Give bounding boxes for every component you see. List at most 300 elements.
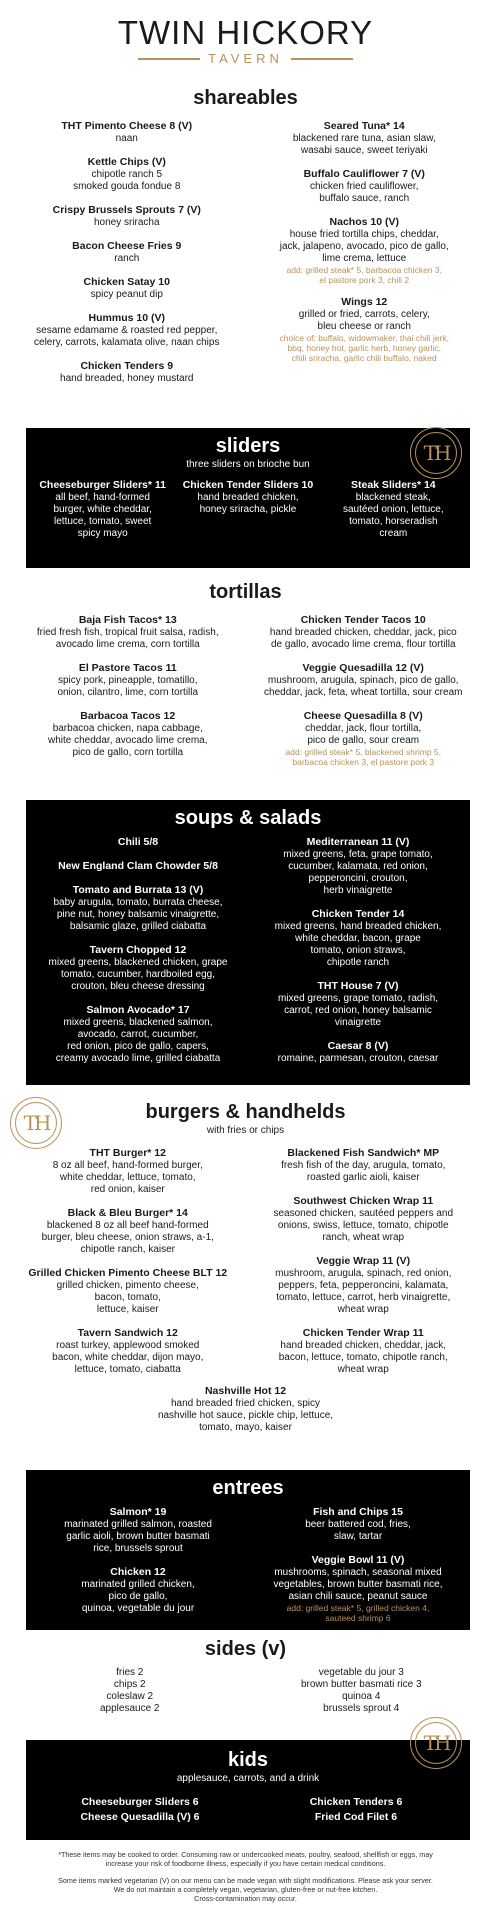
item-description — [252, 1053, 464, 1065]
item-description-line: tomato, onion straws, — [310, 945, 406, 956]
menu-item — [14, 204, 240, 229]
item-description-line: rice, brussels sprout — [93, 1543, 183, 1554]
menu-item — [32, 1506, 244, 1555]
item-description-line: marinated grilled salmon, roasted — [64, 1519, 212, 1530]
menu-item — [14, 120, 240, 145]
kids-section — [26, 1740, 470, 1840]
item-name: Chicken Tender Sliders 10 — [182, 479, 314, 491]
item-description — [32, 897, 244, 933]
item-name: Mediterranean 11 (V) — [306, 836, 410, 848]
side-item: brussels sprout 4 — [323, 1703, 400, 1714]
item-name: Caesar 8 (V) — [327, 1040, 389, 1052]
item-description-line: 8 oz all beef, hand-formed burger, — [52, 1160, 203, 1171]
item-description-line: chicken fried cauliflower, — [310, 181, 419, 192]
footnote-line: Some items marked vegetarian (V) on our menu can be made vegan with slight modifications. Please ask your server. — [58, 1876, 433, 1885]
menu-item — [32, 884, 244, 933]
item-description-line: wheat wrap — [337, 1304, 389, 1315]
menu-item — [250, 710, 478, 767]
item-name: Barbacoa Tacos 12 — [80, 710, 176, 722]
item-name: Chicken Satay 10 — [83, 276, 170, 288]
item-description — [14, 1160, 242, 1196]
section-title: tortillas — [209, 581, 282, 603]
item-description — [14, 325, 240, 349]
item-name: Chicken Tender Tacos 10 — [300, 614, 426, 626]
item-description-line: mixed greens, feta, grape tomato, — [283, 849, 433, 860]
item-description-line: quinoa, vegetable du jour — [81, 1603, 195, 1614]
burgers-left-column — [14, 1147, 246, 1387]
item-description — [0, 1398, 491, 1434]
brand-header — [0, 0, 491, 78]
item-name: Baja Fish Tacos* 13 — [78, 614, 177, 626]
item-description-line: chipotle ranch, kaiser — [80, 1244, 175, 1255]
shareables-section — [0, 78, 491, 423]
item-description-line: hand breaded chicken, — [197, 492, 299, 503]
menu-item — [14, 1147, 242, 1196]
item-description — [250, 1208, 478, 1244]
item-description-line: pico de gallo, — [108, 1591, 168, 1602]
item-description-line: mixed greens, hand breaded chicken, — [274, 921, 442, 932]
item-name: Tavern Sandwich 12 — [77, 1327, 178, 1339]
item-description-line: wasabi sauce, sweet teriyaki — [300, 145, 428, 156]
menu-item — [252, 1506, 464, 1543]
item-description — [252, 993, 464, 1029]
item-name: Steak Sliders* 14 — [351, 479, 436, 491]
item-description — [250, 1268, 478, 1316]
menu-item — [250, 1147, 478, 1184]
item-description-line: mushroom, arugula, spinach, red onion, — [275, 1268, 452, 1279]
item-description — [250, 723, 478, 747]
item-description-line: tomato, mayo, kaiser — [199, 1422, 292, 1433]
item-name: Wings 12 — [341, 296, 388, 308]
item-description-line: lime crema, lettuce — [322, 253, 407, 264]
item-description — [252, 921, 464, 969]
item-description — [14, 217, 240, 229]
item-name: Southwest Chicken Wrap 11 — [293, 1195, 434, 1207]
item-description-line: chipotle ranch — [326, 957, 390, 968]
soups-salads-section — [26, 800, 470, 1085]
item-addon-line: add: grilled steak* 5, barbacoa chicken 3, — [286, 265, 442, 275]
item-description-line: blackened rare tuna, asian slaw, — [292, 133, 436, 144]
item-description-line: lettuce, tomato, ciabatta — [74, 1364, 181, 1375]
item-description — [14, 1220, 242, 1256]
menu-item — [250, 1195, 478, 1244]
item-name: Grilled Chicken Pimento Cheese BLT 12 — [28, 1267, 228, 1279]
item-description-line: pico de gallo, corn tortilla — [72, 747, 184, 758]
logo-letters: TH — [23, 1111, 49, 1135]
footnote-line: *These items may be cooked to order. Consuming raw or undercooked meats, poultry, seafood, shellfish or eggs, may — [58, 1850, 433, 1859]
menu-item — [14, 614, 242, 651]
item-description-line: fresh fish of the day, arugula, tomato, — [281, 1160, 446, 1171]
item-description-line: mixed greens, blackened chicken, grape — [48, 957, 228, 968]
kids-right-column — [248, 1795, 464, 1825]
item-addon-line: bbq, honey hot, garlic herb, honey garlic, — [287, 343, 442, 353]
item-description-line: sesame edamame & roasted red pepper, — [36, 325, 218, 336]
item-name: Fish and Chips 15 — [313, 1506, 403, 1518]
footnote-line: We do not maintain a completely vegan, vegetarian, gluten-free or nut-free kitchen. — [113, 1885, 378, 1894]
item-addon — [250, 747, 478, 767]
item-name: El Pastore Tacos 11 — [78, 662, 177, 674]
item-description-line: white cheddar, lettuce, tomato, — [59, 1172, 196, 1183]
side-item: vegetable du jour 3 — [318, 1667, 404, 1678]
soups-left-column — [32, 836, 248, 1076]
item-description-line: lettuce, tomato, sweet — [54, 516, 152, 527]
item-description — [14, 1280, 242, 1316]
item-description — [32, 957, 244, 993]
item-name: Veggie Quesadilla 12 (V) — [302, 662, 424, 674]
item-description-line: avocado lime crema, corn tortilla — [55, 639, 200, 650]
shareables-right-column — [246, 120, 478, 396]
section-subtitle: applesauce, carrots, and a drink — [176, 1773, 320, 1784]
item-description-line: roast turkey, applewood smoked — [56, 1340, 200, 1351]
vegan-note — [0, 1876, 491, 1903]
item-description-line: pico de gallo, sour cream — [307, 735, 420, 746]
tortillas-right-column — [246, 614, 478, 778]
item-description-line: cheddar, jack, feta, wheat tortilla, sour cream — [264, 687, 463, 698]
section-title: entrees — [212, 1477, 284, 1499]
item-description-line: herb vinaigrette — [323, 885, 393, 896]
section-subtitle: with fries or chips — [206, 1125, 285, 1136]
brand-subtitle: TAVERN — [208, 51, 283, 66]
item-description-line: wheat wrap — [337, 1364, 389, 1375]
item-addon-line: chili sriracha, garlic chili buffalo, naked — [291, 353, 437, 363]
item-addon-line: add: grilled steak* 5, blackened shrimp 5, — [285, 747, 441, 757]
item-description — [252, 849, 464, 897]
menu-item — [250, 662, 478, 699]
item-description — [14, 169, 240, 193]
menu-item — [32, 860, 244, 873]
item-description-line: celery, carrots, kalamata olive, naan chips — [34, 337, 220, 348]
item-name: THT Burger* 12 — [89, 1147, 166, 1159]
item-description-line: smoked gouda fondue 8 — [73, 181, 181, 192]
sliders-items — [26, 479, 470, 551]
item-description-line: vinaigrette — [334, 1017, 382, 1028]
shareables-left-column — [14, 120, 246, 396]
item-description-line: pepperoncini, crouton, — [308, 873, 408, 884]
menu-item — [252, 216, 478, 285]
item-description — [14, 373, 240, 385]
section-title: shareables — [193, 87, 298, 109]
item-name: Salmon* 19 — [109, 1506, 167, 1518]
item-name: Nashville Hot 12 — [204, 1385, 287, 1397]
item-description-line: lettuce, kaiser — [96, 1304, 159, 1315]
item-description-line: spicy peanut dip — [90, 289, 163, 300]
menu-item — [14, 312, 240, 349]
item-description-line: cream — [379, 528, 408, 539]
menu-item — [252, 980, 464, 1029]
entrees-left-column — [32, 1506, 248, 1634]
item-description-line: buffalo sauce, ranch — [319, 193, 410, 204]
item-description-line: chipotle ranch 5 — [91, 169, 163, 180]
item-name: Blackened Fish Sandwich* MP — [287, 1147, 440, 1159]
menu-item — [175, 479, 320, 540]
item-description-line: burger, bleu cheese, onion straws, a-1, — [41, 1232, 214, 1243]
item-addon-line: sauteed shrimp 6 — [325, 1613, 391, 1623]
item-description — [32, 1017, 244, 1065]
item-description-line: blackened 8 oz all beef hand-formed — [46, 1220, 209, 1231]
menu-item — [14, 1207, 242, 1256]
item-description-line: tomato, cucumber, hardboiled egg, — [61, 969, 215, 980]
item-description — [14, 675, 242, 699]
menu-item — [250, 1255, 478, 1316]
burgers-section — [0, 1100, 491, 1460]
item-description — [14, 1340, 242, 1376]
item-name: Chili 5/8 — [117, 836, 159, 848]
item-addon — [252, 333, 478, 363]
item-name: Veggie Bowl 11 (V) — [311, 1554, 405, 1566]
item-name: Veggie Wrap 11 (V) — [316, 1255, 411, 1267]
brand-subtitle-row — [0, 52, 491, 66]
kids-menu-item: Fried Cod Filet 6 — [314, 1811, 398, 1823]
section-title: soups & salads — [174, 807, 322, 829]
item-description — [252, 1519, 464, 1543]
logo-letters: TH — [423, 441, 449, 465]
item-description — [252, 1567, 464, 1603]
entrees-section — [26, 1470, 470, 1630]
item-description — [324, 492, 463, 540]
menu-item — [14, 360, 240, 385]
kids-menu-item: Chicken Tenders 6 — [309, 1796, 403, 1808]
item-name: Bacon Cheese Fries 9 — [72, 240, 182, 252]
item-description-line: hand breaded fried chicken, spicy — [171, 1398, 320, 1409]
item-description — [14, 133, 240, 145]
item-addon-line: el pastore pork 3, chili 2 — [319, 275, 410, 285]
item-description-line: beer battered cod, fries, — [305, 1519, 411, 1530]
item-description-line: honey sriracha, pickle — [199, 504, 297, 515]
tavern-logo — [410, 427, 462, 479]
item-name: Cheeseburger Sliders* 11 — [39, 479, 166, 491]
item-description-line: mixed greens, grape tomato, radish, — [277, 993, 439, 1004]
item-description-line: romaine, parmesan, crouton, caesar — [277, 1053, 439, 1064]
side-item: quinoa 4 — [342, 1691, 381, 1702]
menu-item — [32, 836, 244, 849]
item-description-line: creamy avocado lime, grilled ciabatta — [55, 1053, 221, 1064]
menu-item — [0, 1385, 491, 1434]
item-description-line: cucumber, kalamata, red onion, — [288, 861, 428, 872]
soups-right-column — [248, 836, 464, 1076]
item-description-line: red onion, pico de gallo, capers, — [67, 1041, 209, 1052]
item-description-line: onions, swiss, lettuce, tomato, chipotle — [277, 1220, 449, 1231]
item-description — [252, 309, 478, 333]
sides-left-column — [14, 1667, 246, 1715]
item-name: Chicken Tender Wrap 11 — [302, 1327, 424, 1339]
section-title: sliders — [215, 435, 281, 457]
item-name: New England Clam Chowder 5/8 — [58, 860, 218, 872]
item-name: Crispy Brussels Sprouts 7 (V) — [52, 204, 201, 216]
item-description-line: tomato, lettuce, carrot, herb vinaigrette, — [276, 1292, 451, 1303]
section-title: sides (v) — [204, 1638, 287, 1660]
item-description — [14, 253, 240, 265]
kids-left-column — [32, 1795, 248, 1825]
menu-item — [30, 479, 175, 540]
menu-item — [250, 1327, 478, 1376]
burgers-right-column — [246, 1147, 478, 1387]
item-description-line: ranch — [114, 253, 140, 264]
item-description-line: onion, cilantro, lime, corn tortilla — [57, 687, 199, 698]
item-description-line: seasoned chicken, sautéed peppers and — [273, 1208, 454, 1219]
item-description-line: balsamic glaze, grilled ciabatta — [69, 921, 207, 932]
item-name: Hummus 10 (V) — [88, 312, 165, 324]
item-addon-line: choice of: buffalo, widowmaker, thai chili jerk, — [279, 333, 449, 343]
footnote-line: increase your risk of foodborne illness, especially if you have certain medical conditions. — [105, 1859, 386, 1868]
item-description-line: all beef, hand-formed — [55, 492, 150, 503]
menu-item — [250, 614, 478, 651]
item-name: Tavern Chopped 12 — [89, 944, 187, 956]
brand-divider-right — [291, 58, 353, 60]
item-name: Salmon Avocado* 17 — [86, 1004, 190, 1016]
kids-menu-item: Cheese Quesadilla (V) 6 — [80, 1811, 200, 1823]
tavern-logo — [410, 1717, 462, 1769]
menu-item — [14, 156, 240, 193]
item-name: THT House 7 (V) — [317, 980, 399, 992]
item-description-line: mushrooms, spinach, seasonal mixed — [274, 1567, 442, 1578]
item-description-line: spicy pork, pineapple, tomatillo, — [57, 675, 198, 686]
item-description — [32, 1519, 244, 1555]
item-addon-line: add: grilled steak* 5, grilled chicken 4, — [286, 1603, 430, 1613]
item-description — [14, 627, 242, 651]
item-description-line: fried fresh fish, tropical fruit salsa, radish, — [36, 627, 219, 638]
menu-item — [252, 296, 478, 363]
menu-item — [14, 276, 240, 301]
menu-item — [252, 168, 478, 205]
menu-item — [252, 836, 464, 897]
item-description-line: hand breaded chicken, cheddar, jack, pico — [269, 627, 457, 638]
item-description-line: avocado, carrot, cucumber, — [77, 1029, 199, 1040]
menu-item — [14, 662, 242, 699]
section-subtitle: three sliders on brioche bun — [186, 459, 310, 470]
item-description-line: bacon, tomato, — [94, 1292, 161, 1303]
item-description-line: white cheddar, avocado lime crema, — [47, 735, 208, 746]
item-description-line: roasted garlic aioli, kaiser — [306, 1172, 420, 1183]
item-name: Seared Tuna* 14 — [323, 120, 405, 132]
item-description-line: grilled or fried, carrots, celery, — [298, 309, 430, 320]
item-description-line: vegetables, brown butter basmati rice, — [273, 1579, 443, 1590]
item-name: Nachos 10 (V) — [329, 216, 399, 228]
item-description-line: grilled chicken, pimento cheese, — [56, 1280, 199, 1291]
item-name: Tomato and Burrata 13 (V) — [72, 884, 204, 896]
menu-item — [252, 120, 478, 157]
section-title: burgers & handhelds — [145, 1101, 346, 1123]
item-description-line: pine nut, honey balsamic vinaigrette, — [56, 909, 220, 920]
item-description — [252, 181, 478, 205]
item-name: Cheese Quesadilla 8 (V) — [303, 710, 423, 722]
kids-menu-item: Cheeseburger Sliders 6 — [81, 1796, 199, 1808]
item-description — [14, 289, 240, 301]
item-description — [250, 675, 478, 699]
item-name: Chicken 12 — [110, 1566, 166, 1578]
menu-item — [252, 1554, 464, 1623]
raw-food-warning — [0, 1850, 491, 1868]
item-description-line: asian chili sauce, peanut sauce — [288, 1591, 428, 1602]
menu-item — [321, 479, 466, 540]
item-addon — [252, 265, 478, 285]
item-name: Chicken Tender 14 — [311, 908, 405, 920]
menu-item — [252, 908, 464, 969]
item-description-line: jack, jalapeno, avocado, pico de gallo, — [279, 241, 449, 252]
entrees-right-column — [248, 1506, 464, 1634]
item-description — [252, 133, 478, 157]
item-description-line: honey sriracha — [93, 217, 160, 228]
item-description-line: peppers, feta, pepperoncini, kalamata, — [278, 1280, 449, 1291]
item-description-line: bacon, white cheddar, dijon mayo, — [52, 1352, 204, 1363]
item-description-line: spicy mayo — [77, 528, 128, 539]
menu-item — [252, 1040, 464, 1065]
menu-item — [32, 1004, 244, 1065]
item-description-line: sautéed onion, lettuce, — [343, 504, 444, 515]
sliders-section — [26, 428, 470, 568]
item-description-line: mixed greens, blackened salmon, — [63, 1017, 213, 1028]
brand-divider-left — [138, 58, 200, 60]
item-name: THT Pimento Cheese 8 (V) — [61, 120, 193, 132]
item-description — [32, 1579, 244, 1615]
item-description-line: cheddar, jack, flour tortilla, — [305, 723, 422, 734]
side-item: coleslaw 2 — [106, 1691, 154, 1702]
menu-item — [14, 240, 240, 265]
menu-item — [14, 1327, 242, 1376]
item-description-line: barbacoa chicken, napa cabbage, — [52, 723, 203, 734]
item-description-line: garlic aioli, brown butter basmati — [66, 1531, 210, 1542]
item-description-line: crouton, bleu cheese dressing — [71, 981, 205, 992]
tortillas-section — [0, 580, 491, 785]
item-description-line: white cheddar, bacon, grape — [295, 933, 421, 944]
menu-item — [14, 1267, 242, 1316]
menu-item — [14, 710, 242, 759]
item-description-line: nashville hot sauce, pickle chip, lettuce, — [157, 1410, 334, 1421]
item-description-line: naan — [115, 133, 138, 144]
item-description-line: hand breaded, honey mustard — [60, 373, 194, 384]
item-description-line: slaw, tartar — [333, 1531, 383, 1542]
item-description-line: blackened steak, — [355, 492, 431, 503]
section-title: kids — [227, 1749, 269, 1771]
item-description — [250, 1340, 478, 1376]
item-addon-line: barbacoa chicken 3, el pastore pork 3 — [292, 757, 435, 767]
footnote-line: Cross-contamination may occur. — [194, 1894, 297, 1903]
item-description — [252, 229, 478, 265]
logo-letters: TH — [423, 1731, 449, 1755]
item-description-line: bacon, lettuce, tomato, chipotle ranch, — [278, 1352, 448, 1363]
sides-right-column — [246, 1667, 478, 1715]
menu-item — [32, 1566, 244, 1615]
item-name: Kettle Chips (V) — [87, 156, 166, 168]
item-description-line: carrot, red onion, honey balsamic — [284, 1005, 432, 1016]
item-description — [250, 1160, 478, 1184]
item-description-line: tomato, horseradish — [349, 516, 438, 527]
item-description-line: bleu cheese or ranch — [317, 321, 411, 332]
tortillas-left-column — [14, 614, 246, 778]
item-description — [33, 492, 172, 540]
side-item: fries 2 — [116, 1667, 144, 1678]
menu-item — [32, 944, 244, 993]
brand-title: TWIN HICKORY — [117, 14, 374, 51]
item-description-line: house fried tortilla chips, cheddar, — [289, 229, 439, 240]
item-description-line: hand breaded chicken, cheddar, jack, — [280, 1340, 447, 1351]
side-item: applesauce 2 — [100, 1703, 160, 1714]
item-addon — [252, 1603, 464, 1623]
footer-notes — [0, 1850, 491, 1916]
item-description-line: marinated grilled chicken, — [81, 1579, 195, 1590]
item-description-line: burger, white cheddar, — [53, 504, 152, 515]
item-description — [250, 627, 478, 651]
item-description-line: de gallo, avocado lime crema, flour tortilla — [270, 639, 456, 650]
item-description-line: baby arugula, tomato, burrata cheese, — [53, 897, 223, 908]
item-description — [14, 723, 242, 759]
item-description-line: mushroom, arugula, spinach, pico de gallo, — [267, 675, 459, 686]
item-description — [178, 492, 317, 516]
item-name: Buffalo Cauliflower 7 (V) — [303, 168, 425, 180]
side-item: chips 2 — [113, 1679, 146, 1690]
item-name: Chicken Tenders 9 — [80, 360, 174, 372]
item-description-line: red onion, kaiser — [90, 1184, 165, 1195]
item-name: Black & Bleu Burger* 14 — [67, 1207, 188, 1219]
